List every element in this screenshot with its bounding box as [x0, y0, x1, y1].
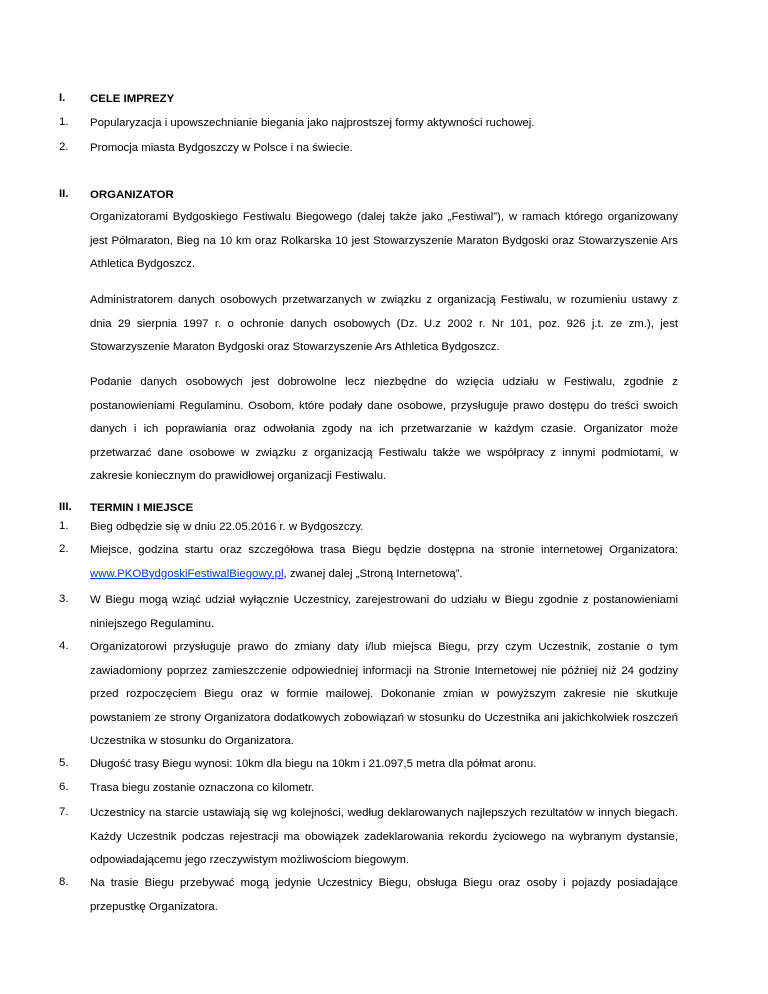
section-title: ORGANIZATOR	[90, 189, 174, 201]
section-numeral: I.	[59, 92, 66, 104]
item-number: 5.	[59, 757, 69, 769]
item-number: 2.	[59, 141, 69, 153]
item-text: Trasa biegu zostanie oznaczona co kilometr.	[90, 782, 315, 794]
item-number: 8.	[59, 876, 69, 888]
organizer-website-link[interactable]: www.PKOBydgoskiFestiwalBiegowy.pl	[90, 567, 284, 580]
item-number: 1.	[59, 116, 69, 128]
item-text	[90, 539, 678, 586]
section-title: CELE IMPREZY	[90, 93, 175, 105]
item-text: Na trasie Biegu przebywać mogą jedynie Uczestnicy Biegu, obsługa Biegu oraz osoby i pojazdy posiadające przepustkę Organizatora.	[90, 877, 678, 913]
item-text: Promocja miasta Bydgoszczy w Polsce i na świecie.	[90, 142, 353, 154]
paragraph: Organizatorami Bydgoskiego Festiwalu Biegowego (dalej także jako „Festiwal”), w ramach którego organizowany jest Półmaraton, Bieg na 10 km oraz Rolkarska 10 jest Stowarzyszenie Maraton Bydgoski oraz Stowarzyszenie Ars Athletica Bydgoszcz.	[90, 211, 678, 270]
item-number: 1.	[59, 520, 69, 532]
item-text-tail: , zwanej dalej „Stroną Internetową”.	[283, 567, 463, 580]
item-number: 3.	[59, 593, 69, 605]
paragraph: Podanie danych osobowych jest dobrowolne lecz niezbędne do wzięcia udziału w Festiwalu, zgodnie z postanowieniami Regulaminu. Osobom, które podały dane osobowe, przysługuje prawo dostępu do treści swoich danych i ich poprawiania oraz odwołania zgody na ich przetwarzanie w każdym czasie. Organizator może przetwarzać dane osobowe w związku z organizacją Festiwalu także we współpracy z innymi podmiotami, w zakresie koniecznym do prawidłowej organizacji Festiwalu.	[90, 376, 678, 482]
item-text-lead: Miejsce, godzina startu oraz szczegółowa trasa Biegu będzie dostępna na stronie internetowej Organizatora:	[90, 544, 678, 556]
section-title: TERMIN I MIEJSCE	[90, 502, 194, 514]
item-text: Długość trasy Biegu wynosi: 10km dla biegu na 10km i 21.097,5 metra dla półmat aronu.	[90, 758, 537, 770]
item-number: 6.	[59, 781, 69, 793]
item-text: Uczestnicy na starcie ustawiają się wg kolejności, według deklarowanych najlepszych rezultatów w innych biegach. Każdy Uczestnik podczas rejestracji ma obowiązek zadeklarowania rekordu życiowego na wybranym dystansie, odpowiadającemu jego rzeczywistym możliwościom biegowym.	[90, 807, 678, 866]
item-text: W Biegu mogą wziąć udział wyłącznie Uczestnicy, zarejestrowani do udziału w Biegu zgodnie z postanowieniami niniejszego Regulaminu.	[90, 594, 678, 630]
item-text: Bieg odbędzie się w dniu 22.05.2016 r. w Bydgoszczy.	[90, 521, 364, 533]
item-number: 4.	[59, 640, 69, 652]
item-number: 2.	[59, 543, 69, 555]
paragraph: Administratorem danych osobowych przetwarzanych w związku z organizacją Festiwalu, w rozumieniu ustawy z dnia 29 sierpnia 1997 r. o ochronie danych osobowych (Dz. U.z 2002 r. Nr 101, poz. 926 j.t. ze zm.), jest Stowarzyszenie Maraton Bydgoski oraz Stowarzyszenie Ars Athletica Bydgoszcz.	[90, 294, 678, 353]
item-text: Popularyzacja i upowszechnianie biegania jako najprostszej formy aktywności ruchowej.	[90, 117, 535, 129]
section-numeral: III.	[59, 501, 72, 513]
section-numeral: II.	[59, 188, 69, 200]
item-number: 7.	[59, 806, 69, 818]
item-text: Organizatorowi przysługuje prawo do zmiany daty i/lub miejsca Biegu, przy czym Uczestnik, zostanie o tym zawiadomiony poprzez zamieszczenie odpowiedniej informacji na Stronie Internetowej nie później niż 24 godziny przed rozpoczęciem Biegu oraz w formie mailowej. Dokonanie zmian w powyższym zakresie nie skutkuje powstaniem ze strony Organizatora dodatkowych zobowiązań w stosunku do Uczestnika ani jakichkolwiek roszczeń Uczestnika w stosunku do Organizatora.	[90, 641, 678, 747]
